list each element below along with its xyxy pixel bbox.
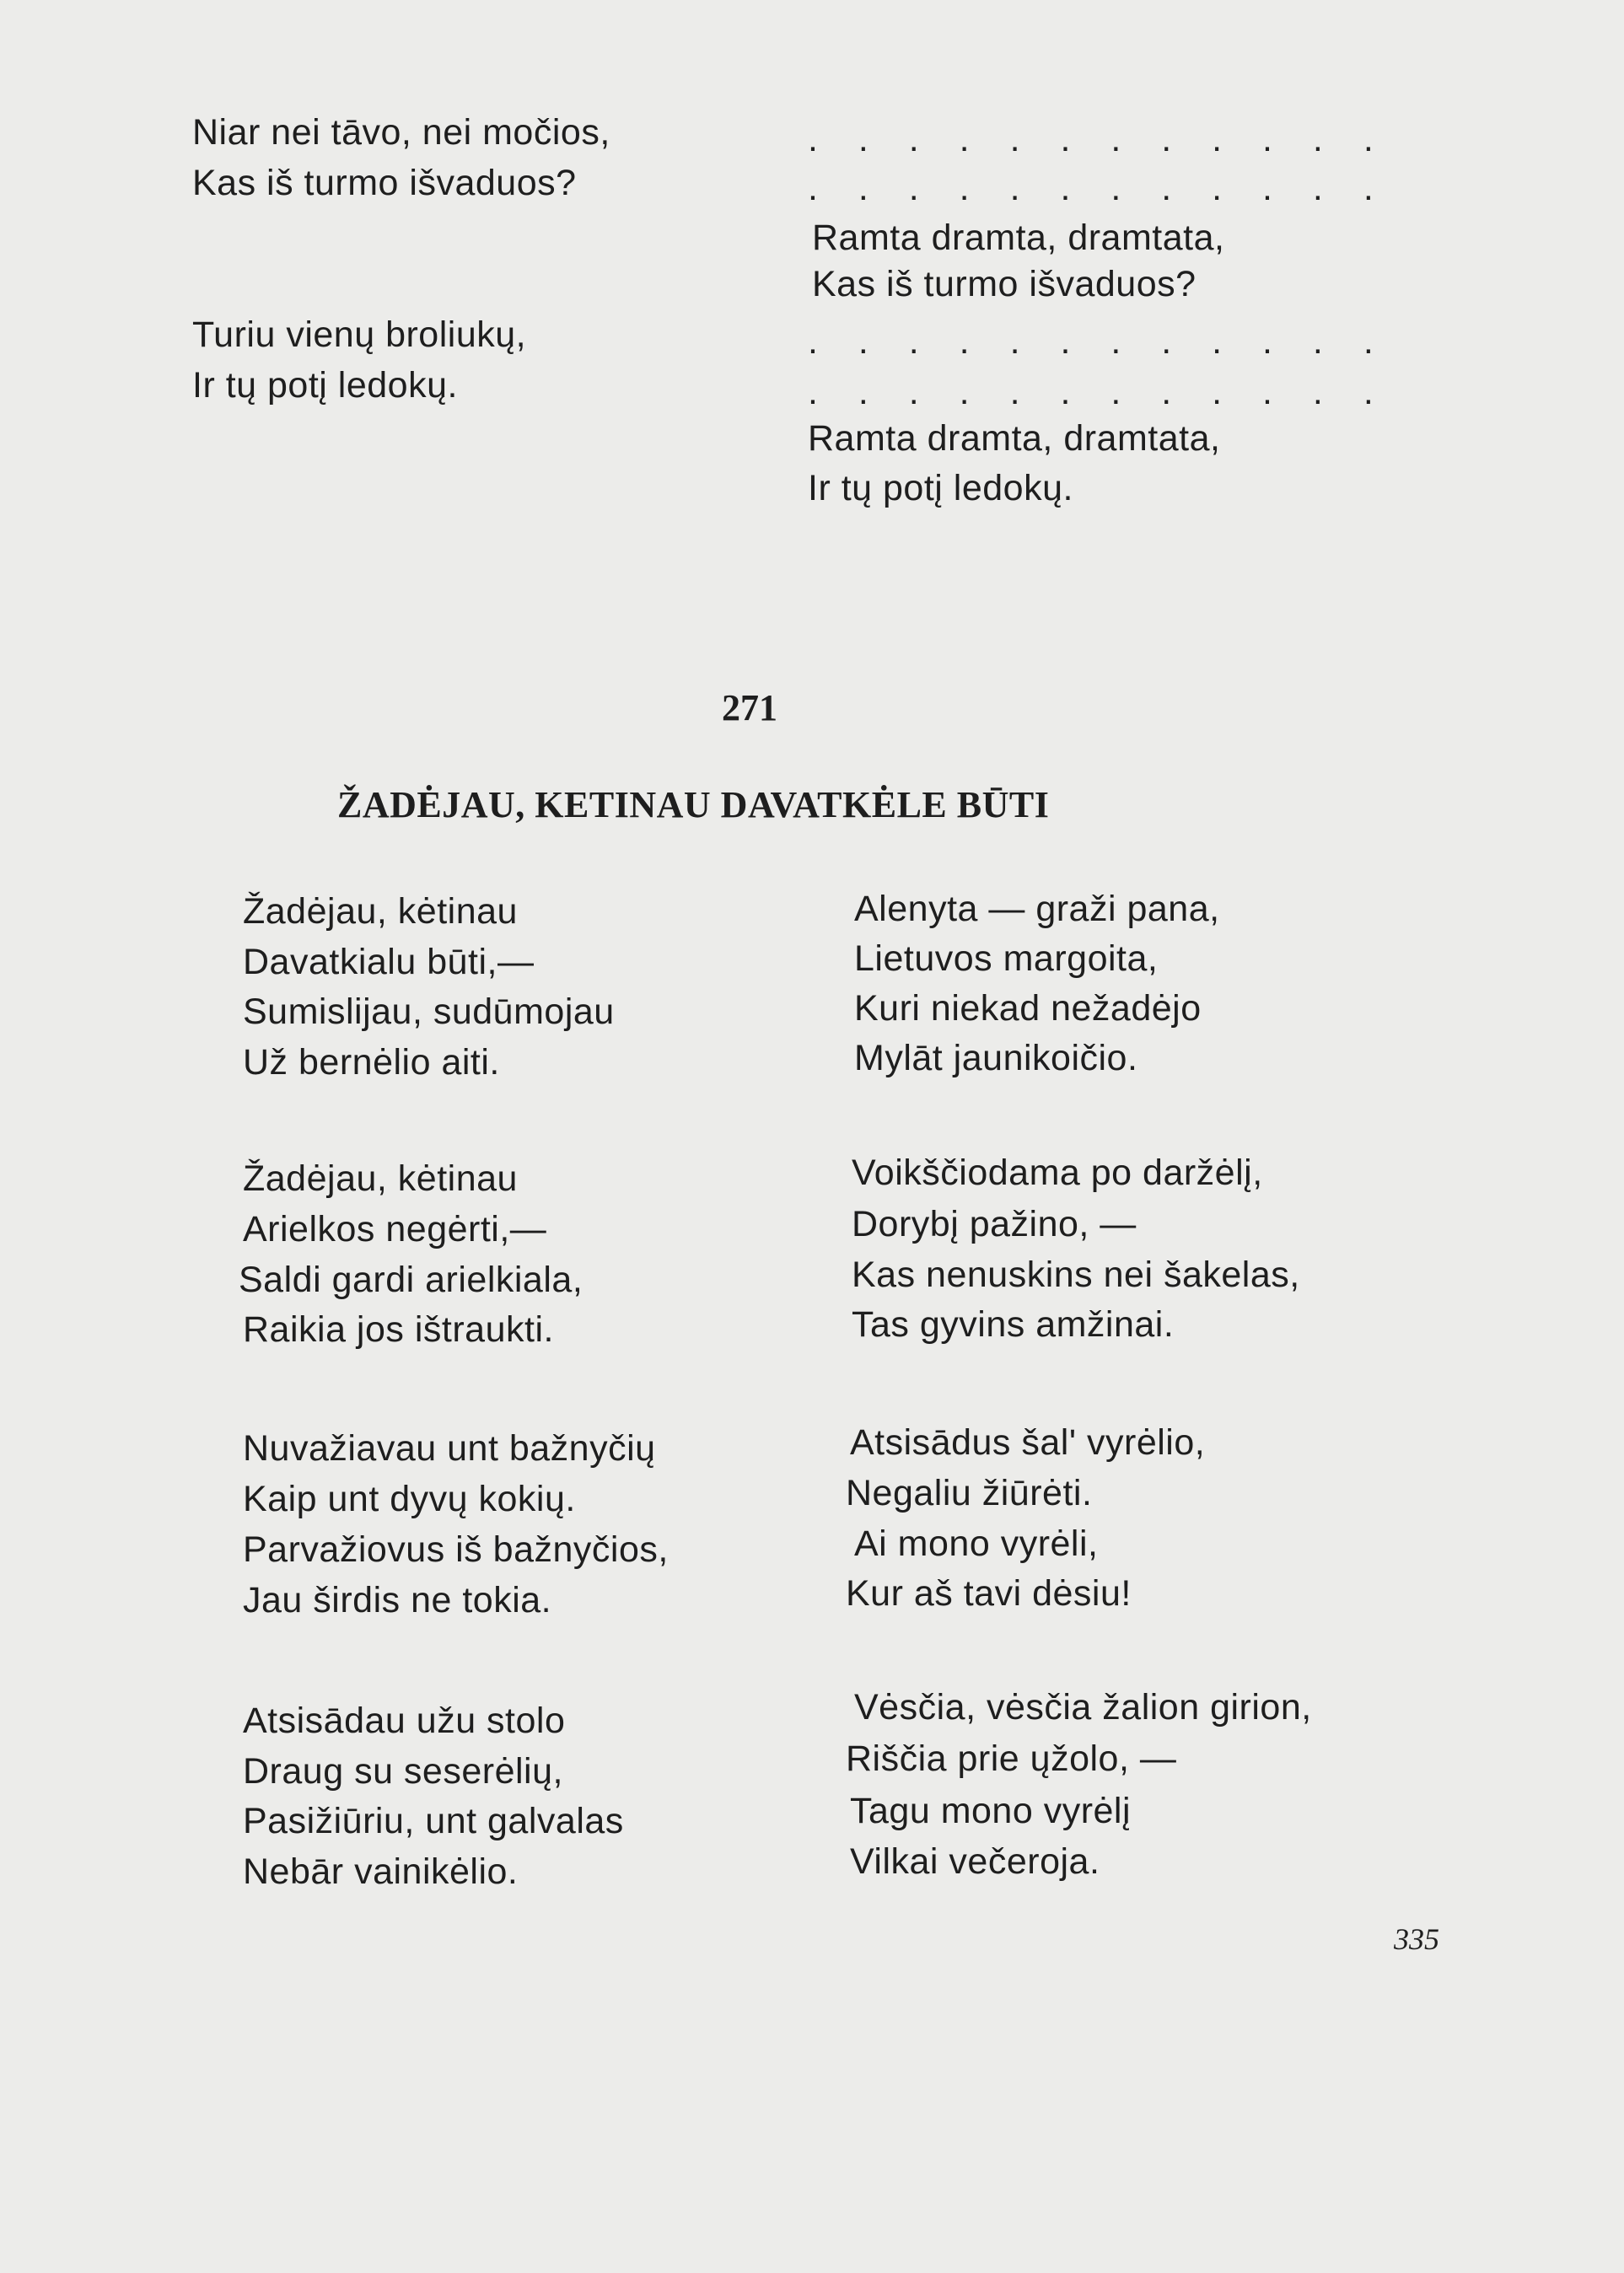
stanza-1-left-line-3: Sumislijau, sudūmojau: [243, 991, 615, 1032]
page-number: 335: [1394, 1922, 1439, 1956]
top-right-dots-5: . . . . . . . . . . . .: [808, 321, 1389, 362]
stanza-1-left-line-1: Žadėjau, kėtinau: [243, 891, 518, 932]
stanza-1-right-line-2: Lietuvos margoita,: [854, 938, 1159, 979]
stanza-1-right-line-4: Mylāt jaunikoičio.: [854, 1038, 1138, 1078]
top-right-line-8: Ir tų potį ledokų.: [808, 468, 1073, 508]
top-left-line-2: Kas iš turmo išvaduos?: [192, 163, 577, 203]
stanza-3-left-line-3: Parvažiovus iš bažnyčios,: [243, 1529, 669, 1570]
top-left-line-3: Turiu vienų broliukų,: [192, 314, 527, 355]
stanza-1-right-line-3: Kuri niekad nežadėjo: [854, 988, 1202, 1029]
stanza-4-right-line-1: Vėsčia, vėsčia žalion girion,: [854, 1687, 1312, 1728]
stanza-4-left-line-2: Draug su seserėlių,: [243, 1751, 563, 1792]
stanza-2-right-line-1: Voikščiodama po daržėlį,: [852, 1153, 1263, 1193]
stanza-3-left-line-2: Kaip unt dyvų kokių.: [243, 1479, 576, 1519]
top-right-dots-1: . . . . . . . . . . . .: [808, 119, 1389, 159]
stanza-3-right-line-2: Negaliu žiūrėti.: [846, 1473, 1093, 1513]
stanza-4-left-line-1: Atsisādau užu stolo: [243, 1701, 566, 1741]
stanza-4-left-line-3: Pasižiūriu, unt galvalas: [243, 1801, 624, 1841]
stanza-4-right-line-3: Tagu mono vyrėlį: [850, 1791, 1132, 1831]
song-number: 271: [722, 687, 777, 728]
stanza-3-right-line-4: Kur aš tavi dėsiu!: [846, 1573, 1132, 1614]
top-right-line-7: Ramta dramta, dramtata,: [808, 418, 1221, 459]
stanza-3-left-line-1: Nuvažiavau unt bažnyčių: [243, 1428, 656, 1469]
top-left-line-1: Niar nei tāvo, nei močios,: [192, 112, 610, 153]
stanza-2-right-line-4: Tas gyvins amžinai.: [852, 1304, 1175, 1345]
stanza-1-left-line-2: Davatkialu būti,—: [243, 942, 535, 982]
stanza-4-right-line-4: Vilkai večeroja.: [850, 1841, 1100, 1882]
stanza-4-left-line-4: Nebār vainikėlio.: [243, 1851, 519, 1892]
stanza-2-left-line-4: Raikia jos ištraukti.: [243, 1309, 554, 1350]
stanza-1-right-line-1: Alenyta — graži pana,: [854, 889, 1220, 929]
stanza-2-right-line-2: Dorybį pažino, —: [852, 1204, 1137, 1244]
top-right-dots-6: . . . . . . . . . . . .: [808, 372, 1389, 412]
stanza-2-left-line-2: Arielkos negėrti,—: [243, 1209, 547, 1249]
stanza-4-right-line-2: Riščia prie ųžolo, —: [846, 1738, 1177, 1779]
stanza-2-right-line-3: Kas nenuskins nei šakelas,: [852, 1255, 1300, 1295]
song-title: ŽADĖJAU, KETINAU DAVATKĖLE BŪTI: [337, 784, 1050, 825]
top-right-dots-2: . . . . . . . . . . . .: [808, 168, 1389, 208]
stanza-3-right-line-1: Atsisādus šal' vyrėlio,: [850, 1422, 1206, 1463]
stanza-2-left-line-1: Žadėjau, kėtinau: [243, 1158, 518, 1199]
top-left-line-4: Ir tų potį ledokų.: [192, 365, 458, 406]
stanza-2-left-line-3: Saldi gardi arielkiala,: [239, 1260, 583, 1300]
stanza-1-left-line-4: Už bernėlio aiti.: [243, 1042, 500, 1083]
top-right-line-3: Ramta dramta, dramtata,: [812, 218, 1225, 258]
stanza-3-left-line-4: Jau širdis ne tokia.: [243, 1580, 552, 1620]
top-right-line-4: Kas iš turmo išvaduos?: [812, 264, 1196, 304]
stanza-3-right-line-3: Ai mono vyrėli,: [854, 1523, 1099, 1564]
